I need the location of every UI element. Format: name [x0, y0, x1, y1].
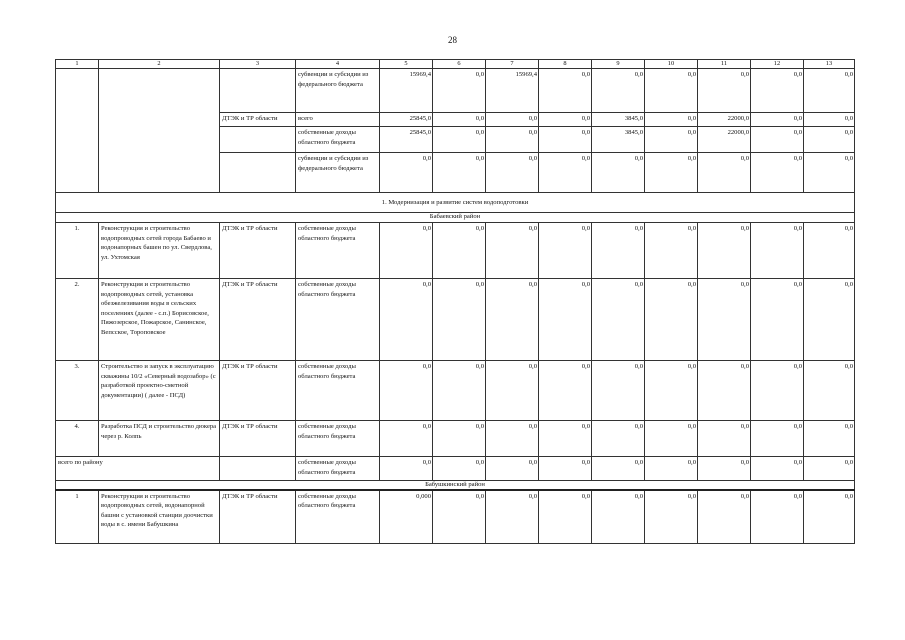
source-cell: субвенции и субсидии из федерального бюджета [296, 153, 380, 193]
cell-empty [56, 69, 99, 193]
value-cell: 0,0 [804, 113, 855, 127]
value-cell: 0,0 [751, 490, 804, 544]
executor-cell: ДТЭК и ТР области [220, 113, 296, 127]
source-cell: собственные доходы областного бюджета [296, 421, 380, 457]
value-cell: 0,000 [380, 490, 433, 544]
value-cell: 0,0 [433, 457, 486, 481]
district-title: Бабаевский район [56, 213, 855, 223]
value-cell: 0,0 [380, 457, 433, 481]
value-cell: 0,0 [433, 69, 486, 113]
executor-cell: ДТЭК и ТР области [220, 421, 296, 457]
value-cell: 0,0 [380, 361, 433, 421]
value-cell: 0,0 [804, 223, 855, 279]
value-cell: 0,0 [751, 279, 804, 361]
value-cell: 0,0 [486, 490, 539, 544]
measure-name: Реконструкция и строительство водопроводных сетей, водонапорной башни с установкой станции доочистки воды в с. имени Бабушкина [99, 490, 220, 544]
value-cell: 0,0 [592, 457, 645, 481]
value-cell: 0,0 [380, 279, 433, 361]
value-cell: 0,0 [698, 279, 751, 361]
value-cell: 0,0 [486, 361, 539, 421]
value-cell: 0,0 [645, 113, 698, 127]
value-cell: 0,0 [698, 421, 751, 457]
value-cell: 0,0 [645, 490, 698, 544]
value-cell: 0,0 [380, 421, 433, 457]
executor-cell: ДТЭК и ТР области [220, 223, 296, 279]
column-header: 11 [698, 60, 751, 69]
value-cell: 0,0 [751, 69, 804, 113]
executor-cell [220, 153, 296, 193]
value-cell: 0,0 [539, 361, 592, 421]
value-cell: 0,0 [751, 421, 804, 457]
source-cell: собственные доходы областного бюджета [296, 127, 380, 153]
value-cell: 0,0 [804, 153, 855, 193]
value-cell: 0,0 [486, 153, 539, 193]
district-row [56, 213, 855, 223]
value-cell: 0,0 [698, 490, 751, 544]
value-cell: 0,0 [486, 421, 539, 457]
value-cell: 0,0 [539, 279, 592, 361]
value-cell: 0,0 [486, 223, 539, 279]
value-cell: 0,0 [539, 490, 592, 544]
value-cell: 0,0 [645, 153, 698, 193]
table-row [56, 490, 855, 544]
value-cell: 15969,4 [380, 69, 433, 113]
source-cell: собственные доходы областного бюджета [296, 490, 380, 544]
column-header: 9 [592, 60, 645, 69]
value-cell: 0,0 [486, 113, 539, 127]
value-cell: 22000,0 [698, 113, 751, 127]
value-cell: 0,0 [433, 153, 486, 193]
value-cell: 0,0 [433, 223, 486, 279]
value-cell: 0,0 [539, 127, 592, 153]
value-cell: 0,0 [539, 69, 592, 113]
value-cell: 0,0 [645, 223, 698, 279]
cell-empty [99, 69, 220, 193]
row-number: 4. [56, 421, 99, 457]
value-cell: 0,0 [751, 457, 804, 481]
value-cell: 0,0 [645, 457, 698, 481]
value-cell: 0,0 [698, 361, 751, 421]
value-cell: 0,0 [645, 421, 698, 457]
measure-name: Реконструкция и строительство водопроводных сетей города Бабаево и водонапорных башен по ул. Свердлова, ул. Ухтомская [99, 223, 220, 279]
row-number: 3. [56, 361, 99, 421]
value-cell: 0,0 [751, 127, 804, 153]
value-cell: 0,0 [592, 69, 645, 113]
value-cell: 22000,0 [698, 127, 751, 153]
value-cell: 0,0 [539, 421, 592, 457]
column-header: 10 [645, 60, 698, 69]
value-cell: 15969,4 [486, 69, 539, 113]
value-cell: 0,0 [380, 153, 433, 193]
row-number: 1. [56, 223, 99, 279]
value-cell: 0,0 [751, 223, 804, 279]
section-row [56, 193, 855, 213]
row-number: 1 [56, 490, 99, 544]
value-cell: 0,0 [592, 490, 645, 544]
value-cell: 0,0 [804, 421, 855, 457]
column-header: 2 [99, 60, 220, 69]
source-cell: субвенции и субсидии из федерального бюджета [296, 69, 380, 113]
value-cell: 0,0 [539, 223, 592, 279]
value-cell: 0,0 [433, 279, 486, 361]
value-cell: 0,0 [486, 279, 539, 361]
value-cell: 0,0 [804, 69, 855, 113]
column-header: 8 [539, 60, 592, 69]
value-cell: 0,0 [380, 223, 433, 279]
value-cell: 0,0 [433, 113, 486, 127]
measure-name: Реконструкция и строительство водопроводных сетей, установка обезжелезивания воды в сельских поселениях (далее - с.п.) Борисовское, Пяжозерское, Пожарское, Санинское, Вепсское, Тороповское [99, 279, 220, 361]
value-cell: 0,0 [433, 421, 486, 457]
district-row [56, 481, 855, 490]
program-funding-table [55, 59, 855, 544]
value-cell: 0,0 [751, 113, 804, 127]
value-cell: 0,0 [645, 69, 698, 113]
value-cell: 0,0 [698, 223, 751, 279]
district-total-row [56, 457, 855, 481]
table-row [56, 421, 855, 457]
value-cell: 25845,0 [380, 113, 433, 127]
value-cell: 0,0 [433, 490, 486, 544]
row-number: 2. [56, 279, 99, 361]
executor-cell [220, 127, 296, 153]
column-number-row [56, 60, 855, 69]
source-cell: собственные доходы областного бюджета [296, 457, 380, 481]
value-cell: 0,0 [698, 153, 751, 193]
source-cell: собственные доходы областного бюджета [296, 223, 380, 279]
executor-cell [220, 69, 296, 113]
value-cell: 0,0 [698, 69, 751, 113]
value-cell: 0,0 [539, 457, 592, 481]
executor-cell: ДТЭК и ТР области [220, 279, 296, 361]
value-cell: 0,0 [645, 127, 698, 153]
measure-name: Строительство и запуск в эксплуатацию скважины 10/2 «Северный водозабор» (с разработкой проектно-сметной документации) ( далее - ПСД) [99, 361, 220, 421]
table-row [56, 69, 855, 113]
value-cell: 0,0 [645, 279, 698, 361]
value-cell: 0,0 [486, 127, 539, 153]
table-row [56, 223, 855, 279]
total-label: всего по району [56, 457, 220, 481]
executor-cell: ДТЭК и ТР области [220, 361, 296, 421]
table-row [56, 361, 855, 421]
column-header: 1 [56, 60, 99, 69]
value-cell: 25845,0 [380, 127, 433, 153]
value-cell: 0,0 [645, 361, 698, 421]
section-title: 1. Модернизация и развитие систем водоподготовки [56, 193, 855, 213]
value-cell: 0,0 [592, 361, 645, 421]
value-cell: 0,0 [539, 153, 592, 193]
value-cell: 0,0 [592, 153, 645, 193]
source-cell: всего [296, 113, 380, 127]
executor-cell: ДТЭК и ТР области [220, 490, 296, 544]
column-header: 3 [220, 60, 296, 69]
value-cell: 0,0 [751, 361, 804, 421]
value-cell: 0,0 [698, 457, 751, 481]
source-cell: собственные доходы областного бюджета [296, 279, 380, 361]
value-cell: 0,0 [592, 223, 645, 279]
value-cell: 0,0 [592, 421, 645, 457]
source-cell: собственные доходы областного бюджета [296, 361, 380, 421]
column-header: 6 [433, 60, 486, 69]
value-cell: 0,0 [433, 127, 486, 153]
value-cell: 3845,0 [592, 113, 645, 127]
value-cell: 0,0 [539, 113, 592, 127]
column-header: 7 [486, 60, 539, 69]
page-number: 28 [448, 35, 457, 45]
table-row [56, 279, 855, 361]
value-cell: 0,0 [486, 457, 539, 481]
value-cell: 0,0 [804, 127, 855, 153]
district-title: Бабушкинский район [56, 481, 855, 490]
executor-cell [220, 457, 296, 481]
value-cell: 0,0 [804, 279, 855, 361]
measure-name: Разработка ПСД и строительство дюкера через р. Колпь [99, 421, 220, 457]
column-header: 13 [804, 60, 855, 69]
value-cell: 0,0 [592, 279, 645, 361]
column-header: 5 [380, 60, 433, 69]
value-cell: 0,0 [751, 153, 804, 193]
value-cell: 0,0 [804, 457, 855, 481]
value-cell: 0,0 [804, 361, 855, 421]
value-cell: 3845,0 [592, 127, 645, 153]
column-header: 4 [296, 60, 380, 69]
column-header: 12 [751, 60, 804, 69]
value-cell: 0,0 [804, 490, 855, 544]
value-cell: 0,0 [433, 361, 486, 421]
